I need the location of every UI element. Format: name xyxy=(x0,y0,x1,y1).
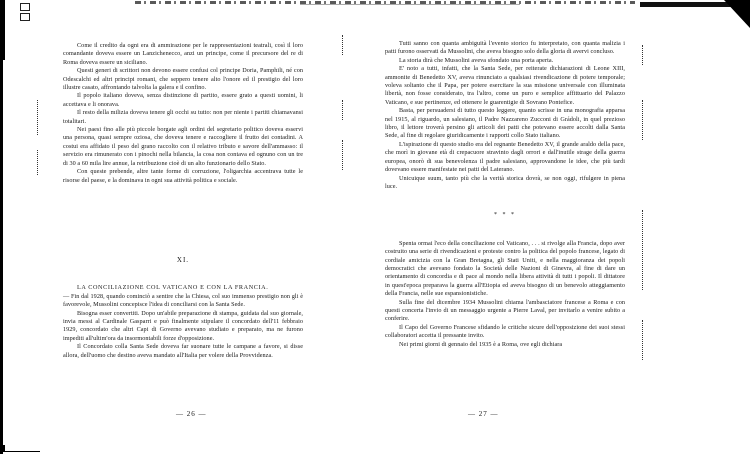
scan-dots xyxy=(342,140,344,170)
paragraph: Tutti sanno con quanta ambiguità l'evento storico fu interpretato, con quanta malizia i patti furono osservati da Mussolini, che aveva bisogno solo della gloria di avervi concluso. xyxy=(385,40,625,56)
scan-dots xyxy=(642,320,644,360)
scan-left-edge xyxy=(0,0,3,454)
scan-dots xyxy=(37,150,39,175)
chapter-number: XI. xyxy=(176,255,190,264)
paragraph: Basta, per persuadersi di tutto questo leggere, quanto scrisse in una monografia apparsa nel 1915, al riguardo, un salesiano, il Padre Nazzareno Zucconi di Grádoli, in quel prezioso libro, il lettore troverà persino gli articoli dei patti che potevano essere accolti dalla Santa Sede, al fine di regolare giuridicamente i rapporti collo Stato italiano. xyxy=(385,107,625,140)
paragraph: Nei primi giorni di gennaio del 1935 è a Roma, ove egli dichiara xyxy=(399,340,563,348)
page-number-left: — 26 — xyxy=(176,410,207,418)
paragraph: Il resto della milizia doveva tenere gli occhi su tutto: non per niente i partiti chiamavansi totalitari. xyxy=(63,109,303,125)
paragraph: La storia dirà che Mussolini aveva sfondato una porta aperta. xyxy=(399,56,554,64)
paragraph: Il Concordato colla Santa Sede doveva far suonare tutte le campane a favore, si disse allora, dell'uomo che destino aveva mandato all'Italia per volere della Provvidenza. xyxy=(63,343,303,359)
paragraph: E' noto a tutti, infatti, che la Santa Sede, per reiterate dichiarazioni di Leone XIII, ammonite di Benedetto XV, aveva rinunciato a qualsiasi rivendicazione di potere temporale; voleva soltanto che il Papa, per potere esercitare la sua missione universale con illuminata libertà, non fosse considerato, tra l'altro, come un puro e semplice affittuario del Palazzo Vaticano, e sue pertinenze, ed ottenere le guarentigie di Sovrano Pontefice. xyxy=(385,65,625,106)
section-separator: * * * xyxy=(494,212,516,219)
paragraph: Questi generi di scrittori non devono essere confusi col principe Doria, Pamphili, né con Odescalchi ed altri principi romani, che seppero tenere alto l'onore ed il prestigio del loro illustre casato, affrontando talvolta la galera e il confino. xyxy=(63,67,303,92)
scan-dots xyxy=(37,100,39,135)
paragraph: Con queste prebende, altre tante forme di corruzione, l'oligarchia accentrava tutte le risorse del paese, e la dominava in ogni sua attività politica e sociale. xyxy=(63,168,303,184)
scan-left-edge-shadow xyxy=(0,0,5,60)
scan-dots xyxy=(342,35,344,55)
paragraph: Spenta ormai l'eco della conciliazione col Vaticano, . . . si rivolge alla Francia, dopo aver costruito una serie di rivendicazioni e proteste contro la politica del popolo francese, legato di cordiale amicizia con la Gran Bretagna, gli Stati Uniti, e nella maggioranza dei popoli democratici che avevano fondato la Società delle Nazioni di Ginevra, al fine di dare un orientamento di concordia e di pace al mondo nella libera attività di tutti i popoli. Il dittatore in quest'epoca preparava la guerra all'Etiopia ed aveva bisogno di un benevolo atteggiamento della Francia, nelle sue espansionistiche. xyxy=(385,239,625,298)
scan-dots xyxy=(342,100,344,120)
scan-top-right-bar xyxy=(640,2,732,7)
paragraph: Sulla fine del dicembre 1934 Mussolini chiama l'ambasciatore francese a Roma e con questi concerta l'invio di un messaggio urgente a Pierre Laval, per invitarlo a venire subito a conferire. xyxy=(385,298,625,323)
page-number-right: — 27 — xyxy=(468,410,499,418)
scan-bottom-line xyxy=(0,451,40,452)
chapter-title: LA CONCILIAZIONE COL VATICANO E CON LA FRANCIA. xyxy=(77,284,269,292)
scan-top-band-line xyxy=(300,4,520,5)
scan-dots xyxy=(642,210,644,290)
scan-dots xyxy=(642,100,644,140)
paragraph: Il popolo italiano doveva, senza distinzione di partito, essere grato a questi uomini, li accettava e li onorava. xyxy=(63,92,303,108)
paragraph: Il Capo del Governo Francese sfidando le critiche sicure dell'opposizione dei suoi stessi collaboratori accetta il pressante invito. xyxy=(385,323,625,340)
right-page xyxy=(385,40,625,349)
paragraph: — Fin dal 1928, quando cominciò a sentire che la Chiesa, col suo immenso prestigio non gli è favorevole, Mussolini concepisce l'idea di conciliarsi con la Santa Sede. xyxy=(63,292,303,309)
paragraph: Nei paesi fino alle più piccole borgate agli ordini del segretario politico doveva esservi una persona, quasi sempre oziosa, che doveva tenere e raccogliere il frutto dei contadini. A costui era affidato il peso del grano raccolto con il relativo tributo e savore dell'ammasso: il servizio era rimunerato con i pinochi nella bilancia, la cosa non contava ed ognuno con un tre di 30 a 60 mila lire annue, la retribuzione cioè di un alto funzionario dello Stato. xyxy=(63,126,303,167)
paragraph: L'ispirazione di questo studio era del regnante Benedetto XV, il grande araldo della pace, che morì in giovane età di crepacuore stravinto dagli orrori e dall'inutile strage della guerra europea, onorò di sua benevolenza il padre salesiano, approvandone le idee, che più tardi dovevano essere manifestate nei patti del Laterano. xyxy=(385,140,625,174)
scan-bottom-mark xyxy=(0,445,5,451)
scan-folded-corner xyxy=(724,0,750,28)
scan-dots xyxy=(642,45,644,65)
paragraph: Unicuique suum, tanto più che la verità storica dovrà, se non oggi, rifulgere in piena luce. xyxy=(385,174,625,190)
left-page xyxy=(63,42,303,360)
paragraph: Bisogna esser convertiti. Dopo un'abile preparazione di stampa, guidata dal suo giornale, invia messi al Cardinale Gasparri e può finalmente stipulare il concordato dell'11 febbraio 1929, concordato che altri Capi di Governo avevano studiato e preparato, ma ne furono impediti all'ultim'ora da insormontabili forze d'opposizione. xyxy=(63,309,303,342)
scan-corner-mark-icon xyxy=(20,3,32,21)
paragraph: Come il credito da ogni era di ammirazione per le rappresentazioni teatrali, così il loro comandante doveva essere un Lanzichenecco, anzi un principe, come il precursore del re di Roma doveva essere un siciliano. xyxy=(63,42,303,66)
